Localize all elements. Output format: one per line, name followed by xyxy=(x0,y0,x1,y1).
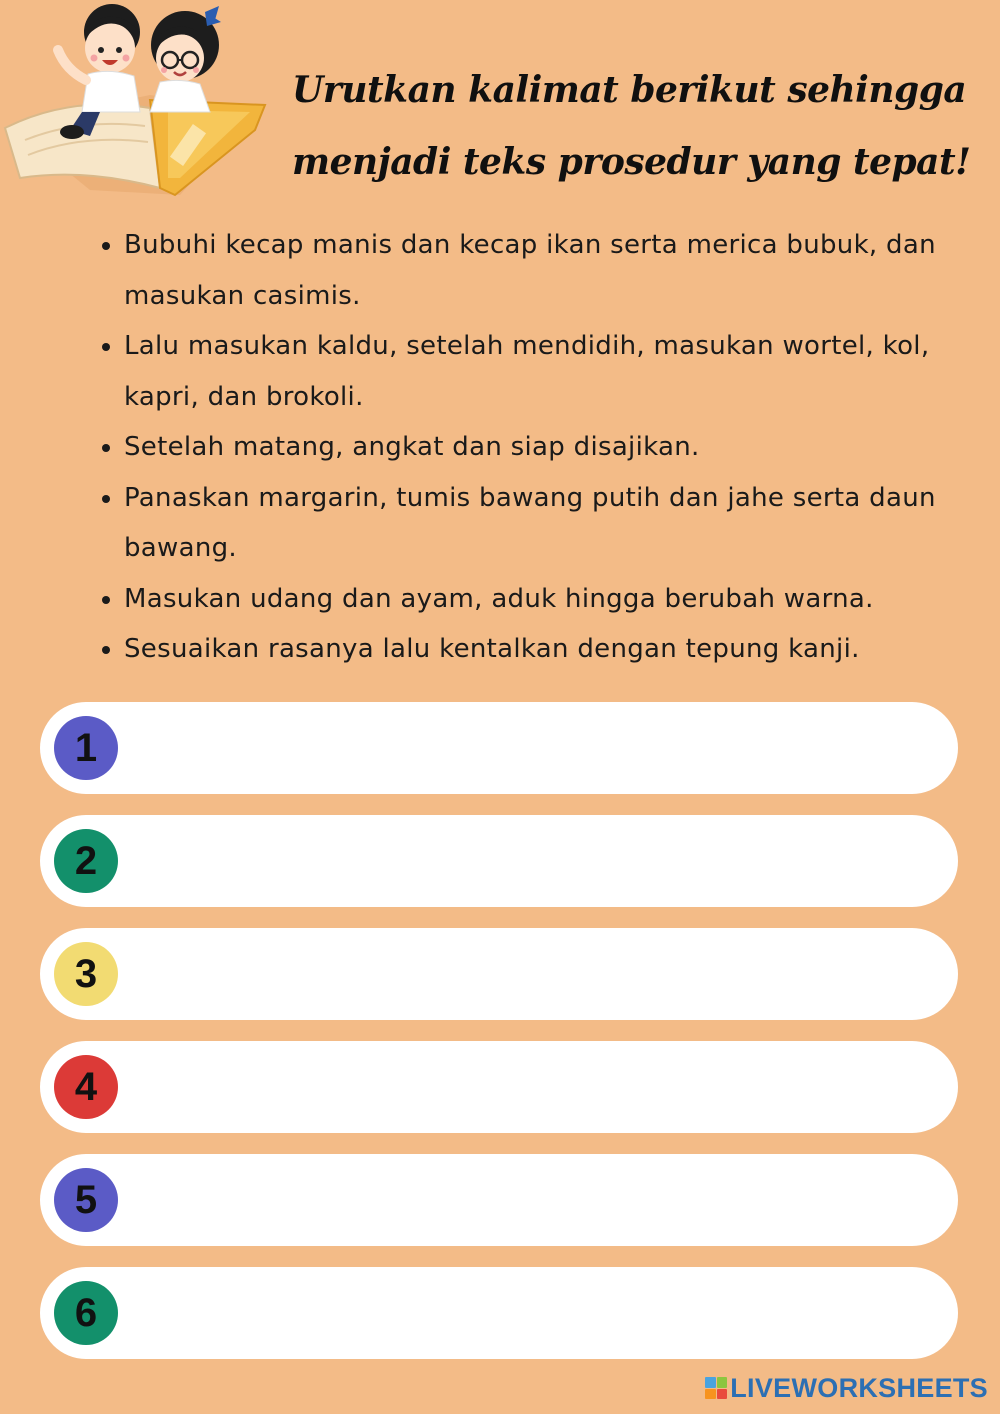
list-item: • Bubuhi kecap manis dan kecap ikan serta merica bubuk, dan masukan casimis. xyxy=(124,220,984,321)
list-item: • Panaskan margarin, tumis bawang putih dan jahe serta daun bawang. xyxy=(124,473,984,574)
answer-row-2[interactable] xyxy=(40,815,958,907)
answer-input-6[interactable] xyxy=(136,1283,928,1345)
answer-input-5[interactable] xyxy=(136,1170,928,1232)
answer-row-4[interactable] xyxy=(40,1041,958,1133)
page-title: Urutkan kalimat berikut sehingga menjadi teks prosedur yang tepat! xyxy=(292,69,971,183)
answer-input-3[interactable] xyxy=(136,944,928,1006)
answer-input-1[interactable] xyxy=(136,718,928,780)
number-badge: 3 xyxy=(54,942,118,1006)
answer-row-6[interactable] xyxy=(40,1267,958,1359)
answer-list xyxy=(40,702,958,1380)
sentence-list xyxy=(90,220,984,675)
number-badge: 6 xyxy=(54,1281,118,1345)
number-badge: 5 xyxy=(54,1168,118,1232)
list-item: • Lalu masukan kaldu, setelah mendidih, masukan wortel, kol, kapri, dan brokoli. xyxy=(124,321,984,422)
list-item: • Masukan udang dan ayam, aduk hingga berubah warna. xyxy=(124,574,984,625)
answer-row-5[interactable] xyxy=(40,1154,958,1246)
liveworksheets-logo xyxy=(705,1374,988,1402)
number-badge: 4 xyxy=(54,1055,118,1119)
list-item: • Setelah matang, angkat dan siap disajikan. xyxy=(124,422,984,473)
brand-name: LIVEWORKSHEETS xyxy=(730,1372,988,1403)
answer-input-2[interactable] xyxy=(136,831,928,893)
number-badge: 2 xyxy=(54,829,118,893)
list-item: • Sesuaikan rasanya lalu kentalkan dengan tepung kanji. xyxy=(124,624,984,675)
answer-row-3[interactable] xyxy=(40,928,958,1020)
kids-reading-book-illustration xyxy=(0,0,280,205)
liveworksheets-icon xyxy=(705,1377,727,1399)
number-badge: 1 xyxy=(54,716,118,780)
answer-input-4[interactable] xyxy=(136,1057,928,1119)
answer-row-1[interactable] xyxy=(40,702,958,794)
